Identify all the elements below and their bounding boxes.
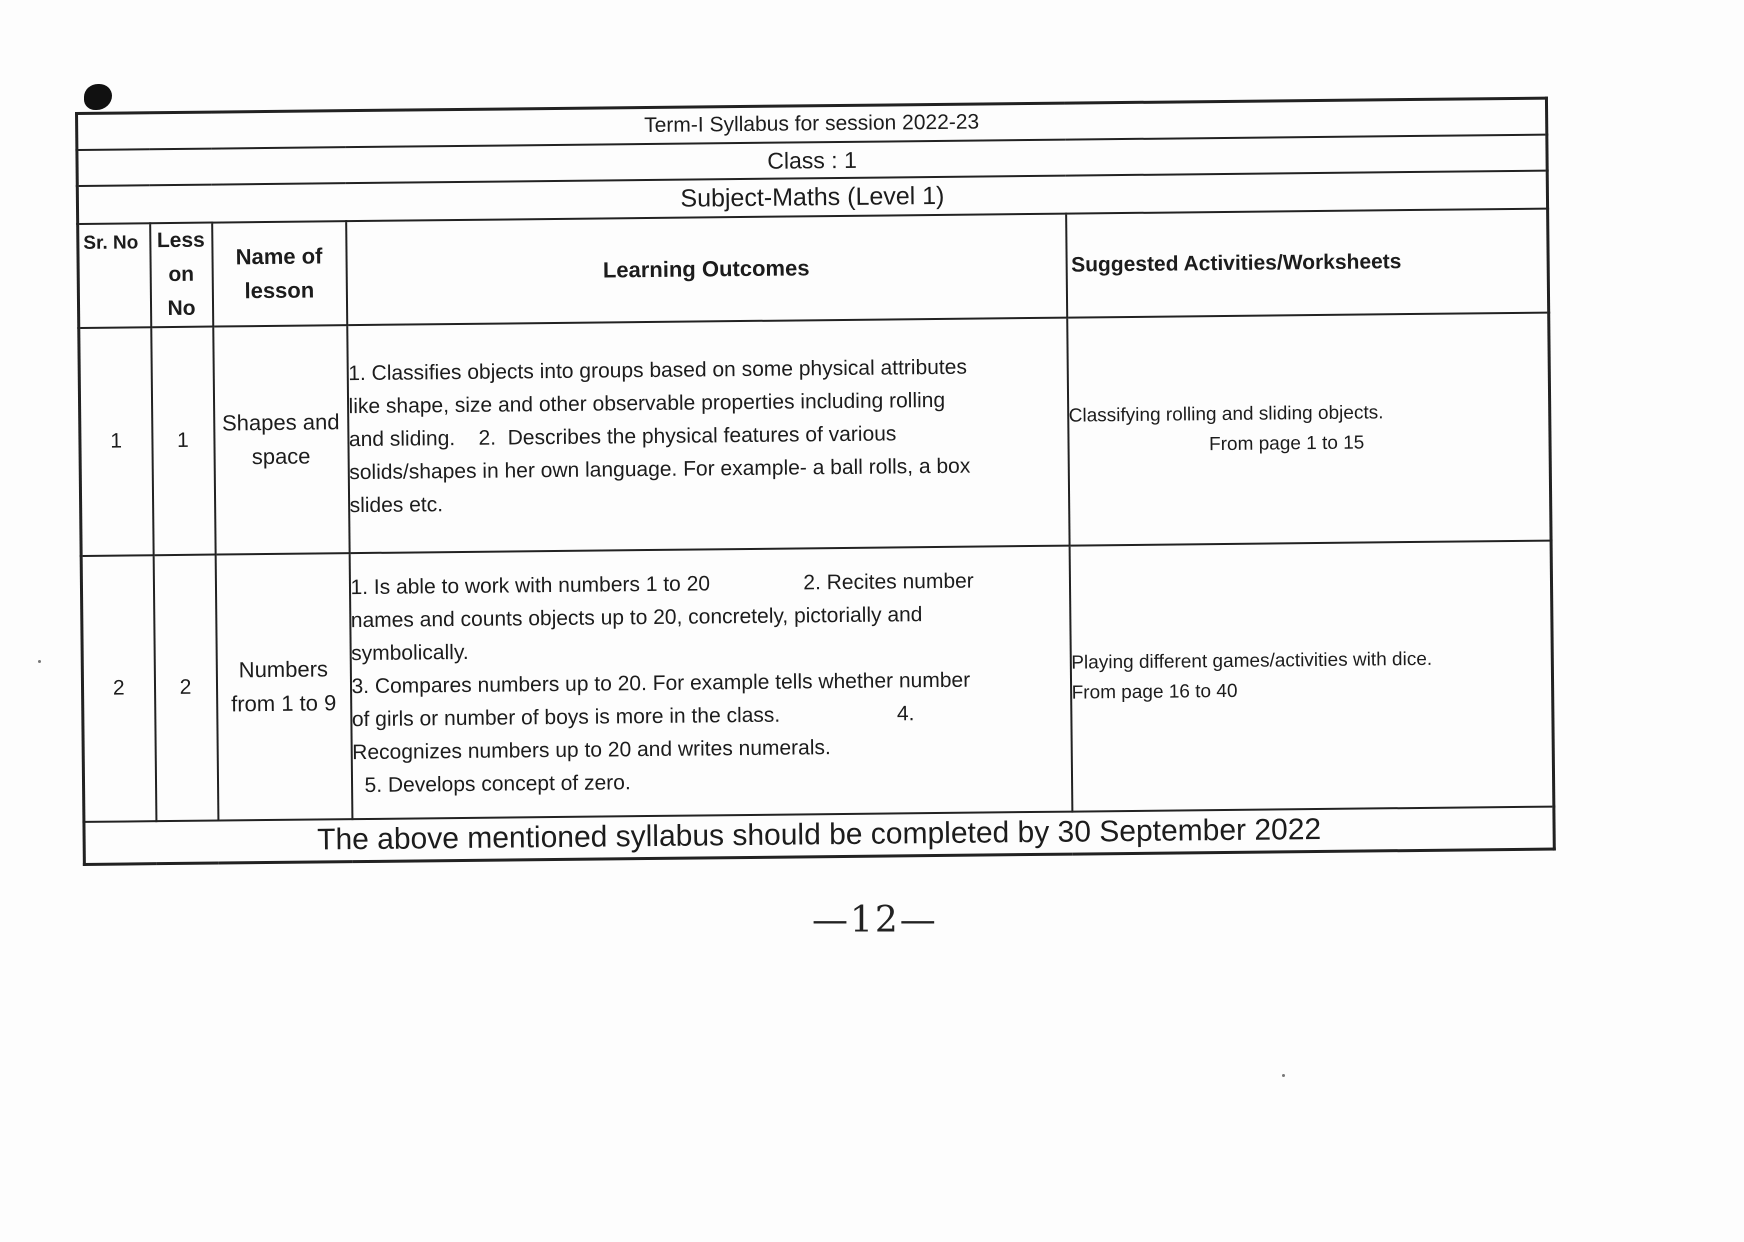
row-suggested-activities bbox=[1069, 541, 1554, 812]
header-lesson-no-line: Less bbox=[156, 228, 205, 253]
outcome-line: solids/shapes in her own language. For example- a ball rolls, a box bbox=[349, 454, 971, 484]
subject-label: Subject-Maths (Level 1) bbox=[77, 171, 1547, 224]
header-lesson-name bbox=[212, 221, 347, 326]
row-lesson-name bbox=[215, 553, 352, 820]
lesson-name-line: from 1 to 9 bbox=[230, 690, 337, 717]
activity-page-range: From page 1 to 15 bbox=[1208, 432, 1365, 456]
header-lesson-no bbox=[150, 223, 213, 328]
row-sr-no: 1 bbox=[79, 327, 153, 556]
row-lesson-name bbox=[213, 325, 349, 554]
row-learning-outcomes bbox=[347, 318, 1069, 554]
activity-page-range: From page 16 to 40 bbox=[1071, 680, 1238, 704]
syllabus-sheet bbox=[75, 97, 1553, 866]
row-learning-outcomes bbox=[349, 546, 1072, 820]
activity-line: Playing different games/activities with dice. bbox=[1071, 648, 1433, 674]
header-suggested-activities: Suggested Activities/Worksheets bbox=[1066, 209, 1549, 318]
lesson-name-line: space bbox=[251, 443, 311, 470]
syllabus-table bbox=[75, 97, 1556, 866]
row-lesson-no: 1 bbox=[151, 327, 215, 556]
column-header-row bbox=[78, 209, 1549, 328]
outcome-line: names and counts objects up to 20, concretely, pictorially and bbox=[350, 602, 923, 632]
header-learning-outcomes: Learning Outcomes bbox=[346, 214, 1067, 326]
outcome-line: like shape, size and other observable properties including rolling bbox=[348, 388, 946, 418]
header-lesson-name-line: lesson bbox=[244, 277, 315, 304]
punch-hole-mark bbox=[84, 84, 112, 110]
outcome-line: Recognizes numbers up to 20 and writes numerals. bbox=[352, 735, 831, 764]
header-lesson-name-line: Name of bbox=[235, 243, 323, 270]
header-sr-no: Sr. No bbox=[78, 223, 151, 328]
row-suggested-activities bbox=[1067, 313, 1551, 546]
outcome-line: slides etc. bbox=[349, 492, 444, 517]
lesson-name-line: Numbers bbox=[238, 656, 329, 683]
completion-note: The above mentioned syllabus should be completed by 30 September 2022 bbox=[84, 807, 1554, 865]
row-lesson-no: 2 bbox=[153, 555, 218, 822]
table-row bbox=[81, 541, 1554, 822]
outcome-line: of girls or number of boys is more in the class. 4. bbox=[351, 701, 915, 731]
outcome-line: and sliding. 2. Describes the physical features of various bbox=[348, 421, 897, 451]
header-lesson-no-line: on bbox=[168, 262, 195, 287]
scan-speck bbox=[1282, 1074, 1285, 1077]
activity-line: Classifying rolling and sliding objects. bbox=[1068, 402, 1384, 427]
outcome-line: symbolically. bbox=[351, 640, 469, 665]
lesson-name-line: Shapes and bbox=[221, 409, 340, 436]
class-label: Class : 1 bbox=[77, 135, 1547, 186]
header-lesson-no-line: No bbox=[167, 296, 196, 321]
page-number: —12— bbox=[812, 900, 938, 941]
outcome-line: 1. Classifies objects into groups based on some physical attributes bbox=[348, 355, 968, 385]
table-row bbox=[79, 313, 1551, 556]
term-title: Term-I Syllabus for session 2022-23 bbox=[77, 98, 1547, 150]
outcome-line: 1. Is able to work with numbers 1 to 20 2. Recites number bbox=[350, 569, 974, 599]
outcome-line: 5. Develops concept of zero. bbox=[364, 770, 631, 797]
scan-speck bbox=[38, 660, 41, 663]
outcome-line: 3. Compares numbers up to 20. For example tells whether number bbox=[351, 668, 971, 698]
row-sr-no: 2 bbox=[81, 555, 156, 822]
